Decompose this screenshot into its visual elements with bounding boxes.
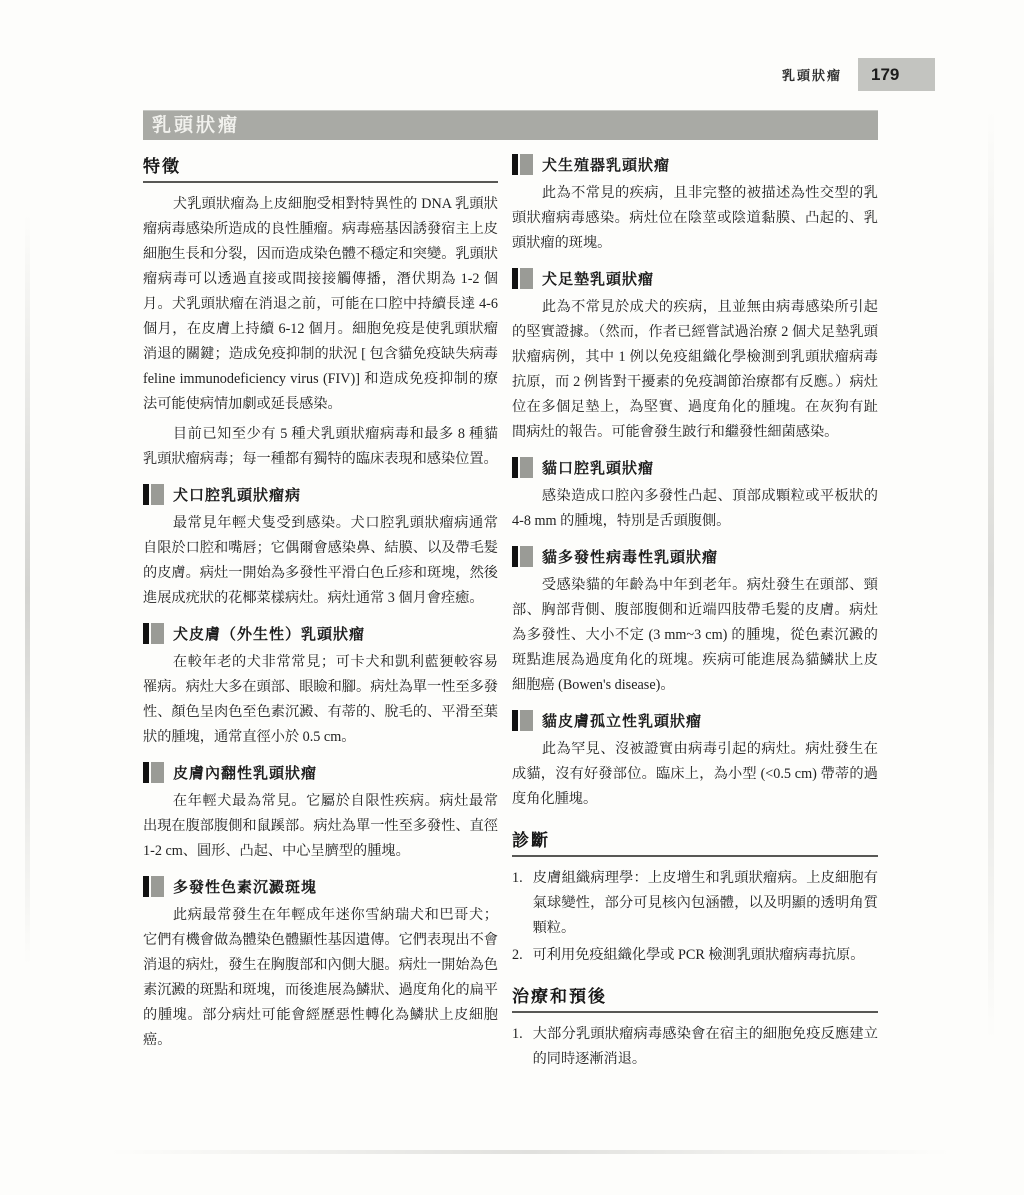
section-marker-icon	[143, 623, 164, 644]
list-text: 大部分乳頭狀瘤病毒感染會在宿主的細胞免疫反應建立的同時逐漸消退。	[532, 1026, 878, 1067]
paragraph-pigmented-plaques: 此病最常發生在年輕成年迷你雪納瑞犬和巴哥犬；它們有機會做為體染色體顯性基因遺傳。它們表現出不會消退的病灶，發生在胸腹部和內側大腿。病灶一開始為色素沉澱的斑點和斑塊，而後進展為鱗狀、過度角化的扁平的腫塊。部分病灶可能會經歷惡性轉化為鱗狀上皮細胞癌。	[143, 907, 498, 1048]
scan-artifact	[110, 1150, 950, 1154]
section-marker-icon	[512, 154, 533, 175]
list-number: 1.	[512, 870, 523, 886]
section-marker-icon	[512, 268, 533, 289]
paragraph-footpad: 此為不常見於成犬的疾病，且並無由病毒感染所引起的堅實證據。（然而，作者已經嘗試過治療 2 個犬足墊乳頭狀瘤病例，其中 1 例以免疫組織化學檢測到乳頭狀瘤病毒抗原，而 2 例皆對干擾素的免疫調節治療都有反應。）病灶位在多個足墊上，為堅實、過度角化的腫塊。在灰狗有趾間病灶的報告。可能會發生跛行和繼發性細菌感染。	[512, 299, 878, 440]
subsection-heading-feline-multiple	[512, 546, 878, 567]
subsection-title: 犬口腔乳頭狀瘤病	[173, 487, 302, 504]
subsection-title: 皮膚內翻性乳頭狀瘤	[173, 765, 318, 782]
chapter-title: 乳頭狀瘤	[152, 115, 241, 136]
subsection-title: 犬皮膚（外生性）乳頭狀瘤	[173, 626, 366, 643]
paragraph-genital: 此為不常見的疾病，且非完整的被描述為性交型的乳頭狀瘤病毒感染。病灶位在陰莖或陰道黏膜、凸起的、乳頭狀瘤的斑塊。	[512, 185, 878, 251]
section-marker-icon	[512, 710, 533, 731]
heading-features: 特徵	[143, 152, 498, 183]
diagnosis-item-1	[512, 866, 878, 941]
diagnosis-item-2	[512, 943, 878, 968]
section-marker-icon	[512, 546, 533, 567]
subsection-heading-footpad	[512, 268, 878, 289]
subsection-heading-canine-cutaneous	[143, 623, 498, 644]
heading-treatment-prognosis: 治療和預後	[512, 982, 878, 1013]
subsection-heading-genital	[512, 154, 878, 175]
subsection-heading-pigmented-plaques	[143, 876, 498, 897]
section-marker-icon	[143, 484, 164, 505]
section-marker-icon	[143, 762, 164, 783]
section-marker-icon	[512, 457, 533, 478]
scan-artifact	[988, 110, 994, 1040]
paragraph-inverted: 在年輕犬最為常見。它屬於自限性疾病。病灶最常出現在腹部腹側和鼠蹊部。病灶為單一性至多發性、直徑 1-2 cm、圓形、凸起、中心呈臍型的腫塊。	[143, 793, 498, 859]
paragraph-features-1: 犬乳頭狀瘤為上皮細胞受相對特異性的 DNA 乳頭狀瘤病毒感染所造成的良性腫瘤。病毒癌基因誘發宿主上皮細胞生長和分裂，因而造成染色體不穩定和突變。乳頭狀瘤病毒可以透過直接或間接接觸傳播，潛伏期為 1-2 個月。犬乳頭狀瘤在消退之前，可能在口腔中持續長達 4-6 個月，在皮膚上持續 6-12 個月。細胞免疫是使乳頭狀瘤消退的關鍵；造成免疫抑制的狀況 [ 包含貓免疫缺失病毒 feline immunodeficiency virus (FIV)] 和造成免疫抑制的療法可能使病情加劇或延長感染。	[143, 196, 498, 412]
paragraph-canine-cutaneous: 在較年老的犬非常常見；可卡犬和凱利藍㹴較容易罹病。病灶大多在頭部、眼瞼和腳。病灶為單一性至多發性、顏色呈肉色至色素沉澱、有蒂的、脫毛的、平滑至葉狀的腫塊，通常直徑小於 0.5 cm。	[143, 654, 498, 745]
subsection-title: 貓口腔乳頭狀瘤	[542, 460, 655, 477]
left-column	[143, 152, 498, 1074]
heading-diagnosis: 診斷	[512, 826, 878, 857]
list-number: 1.	[512, 1026, 523, 1042]
list-text: 皮膚組織病理學：上皮增生和乳頭狀瘤病。上皮細胞有氣球變性，部分可見核內包涵體，以及明顯的透明角質顆粒。	[532, 870, 878, 936]
paragraph-canine-oral: 最常見年輕犬隻受到感染。犬口腔乳頭狀瘤病通常自限於口腔和嘴唇；它偶爾會感染鼻、結膜、以及帶毛髮的皮膚。病灶一開始為多發性平滑白色丘疹和斑塊，然後進展成疣狀的花椰菜樣病灶。病灶通常 3 個月會痊癒。	[143, 515, 498, 606]
subsection-title: 犬足墊乳頭狀瘤	[542, 271, 655, 288]
subsection-heading-feline-oral	[512, 457, 878, 478]
subsection-title: 貓多發性病毒性乳頭狀瘤	[542, 549, 719, 566]
section-marker-icon	[143, 876, 164, 897]
subsection-heading-inverted	[143, 762, 498, 783]
subsection-heading-feline-solitary	[512, 710, 878, 731]
subsection-title: 多發性色素沉澱斑塊	[173, 879, 318, 896]
page-number-badge: 179	[858, 58, 935, 91]
subsection-title: 貓皮膚孤立性乳頭狀瘤	[542, 713, 703, 730]
two-column-layout	[143, 152, 878, 1074]
subsection-title: 犬生殖器乳頭狀瘤	[542, 157, 671, 174]
treatment-item-1	[512, 1022, 878, 1072]
paragraph-feline-solitary: 此為罕見、沒被證實由病毒引起的病灶。病灶發生在成貓，沒有好發部位。臨床上，為小型 (<0.5 cm) 帶蒂的過度角化腫塊。	[512, 741, 878, 807]
scan-artifact	[25, 215, 30, 965]
running-header	[782, 58, 935, 91]
paragraph-feline-oral: 感染造成口腔內多發性凸起、頂部成顆粒或平板狀的 4-8 mm 的腫塊，特別是舌頭腹側。	[512, 488, 878, 529]
paragraph-feline-multiple: 受感染貓的年齡為中年到老年。病灶發生在頭部、頸部、胸部背側、腹部腹側和近端四肢帶毛髮的皮膚。病灶為多發性、大小不定 (3 mm~3 cm) 的腫塊，從色素沉澱的斑點進展為過度角化的斑塊。疾病可能進展為貓鱗狀上皮細胞癌 (Bowen's disease)。	[512, 577, 878, 693]
list-number: 2.	[512, 947, 523, 963]
running-header-title: 乳頭狀瘤	[781, 68, 842, 83]
subsection-heading-canine-oral	[143, 484, 498, 505]
chapter-title-bar	[143, 110, 878, 140]
paragraph-features-2: 目前已知至少有 5 種犬乳頭狀瘤病毒和最多 8 種貓乳頭狀瘤病毒；每一種都有獨特的臨床表現和感染位置。	[143, 426, 498, 467]
right-column	[512, 152, 878, 1074]
list-text: 可利用免疫組織化學或 PCR 檢測乳頭狀瘤病毒抗原。	[532, 947, 865, 963]
